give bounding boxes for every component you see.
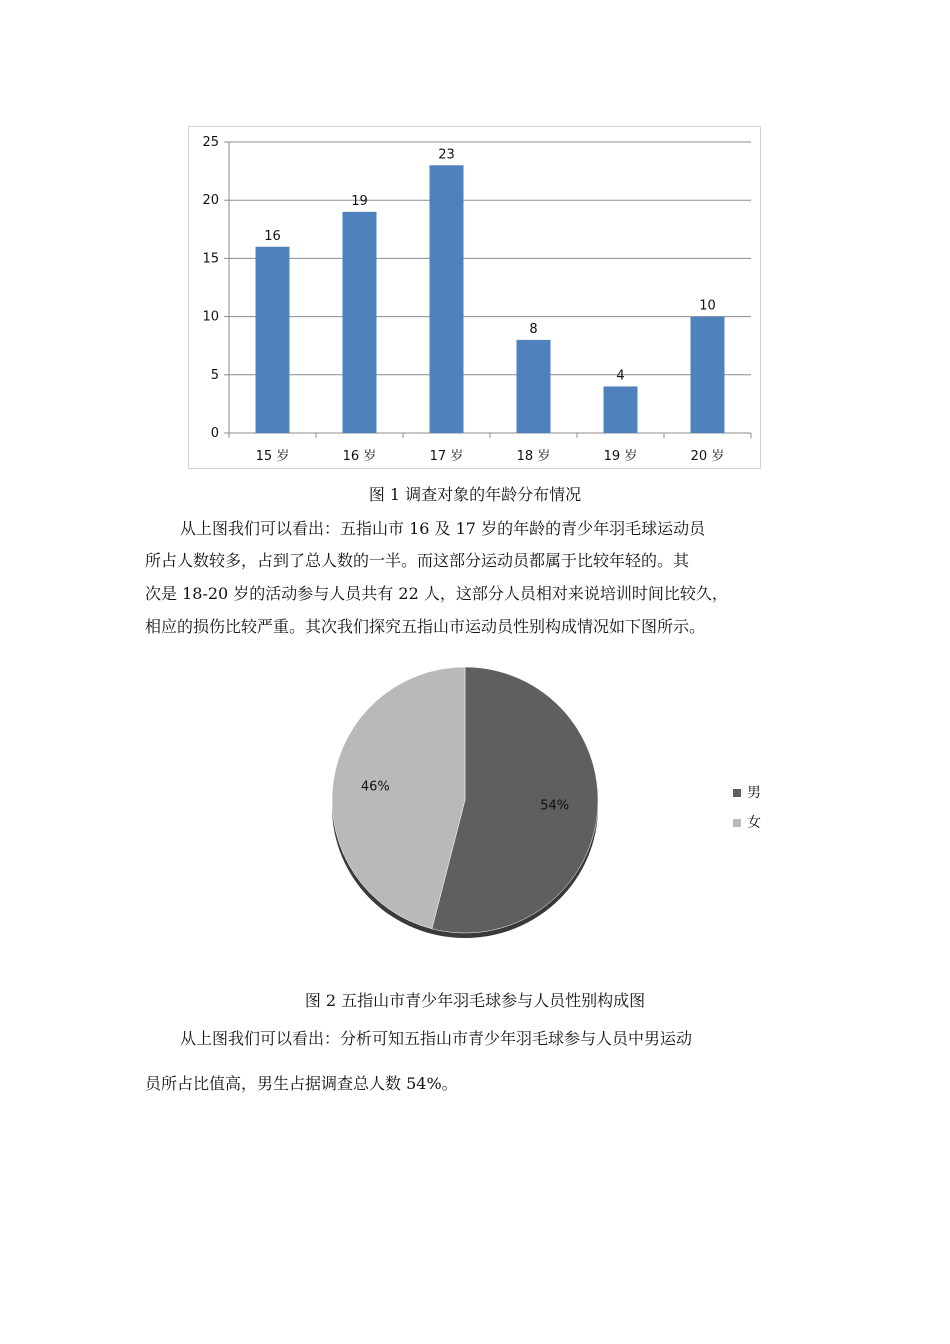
age-bar-chart <box>188 126 761 469</box>
paragraph1-line-4: 相应的损伤比较严重。其次我们探究五指山市运动员性别构成情况如下图所示。 <box>145 617 706 636</box>
legend-label-male: 男 <box>747 785 761 801</box>
y-tick-label: 10 <box>202 309 219 325</box>
paragraph2-line-2: 员所占比值高，男生占据调查总人数 54%。 <box>145 1074 458 1093</box>
data-label-4: 8 <box>529 321 538 337</box>
x-tick-label-1: 15 岁 <box>255 449 290 464</box>
bar-3 <box>430 165 464 433</box>
x-tick-label-5: 19 岁 <box>603 449 638 464</box>
paragraph1-line-2: 所占人数较多，占到了总人数的一半。而这部分运动员都属于比较年轻的。其 <box>145 551 690 570</box>
legend-item-female <box>733 812 761 832</box>
legend-swatch-male <box>733 789 741 797</box>
data-label-2: 19 <box>351 193 368 209</box>
pie-label-1: 54% <box>540 798 570 814</box>
bar-chart-canvas <box>189 127 762 470</box>
legend-label-female: 女 <box>747 815 761 831</box>
x-tick-label-6: 20 岁 <box>690 449 725 464</box>
bar-4 <box>517 340 551 433</box>
figure2-caption: 图 2 五指山市青少年羽毛球参与人员性别构成图 <box>304 991 646 1010</box>
y-tick-label: 5 <box>210 367 219 383</box>
figure1-caption: 图 1 调查对象的年龄分布情况 <box>368 485 582 504</box>
paragraph1-line-1: 从上图我们可以看出：五指山市 16 及 17 岁的年龄的青少年羽毛球运动员 <box>180 519 706 538</box>
y-tick-label: 15 <box>202 251 219 267</box>
paragraph2-line-1: 从上图我们可以看出：分析可知五指山市青少年羽毛球参与人员中男运动 <box>180 1029 693 1048</box>
bar-6 <box>691 317 725 433</box>
x-tick-label-4: 18 岁 <box>516 449 551 464</box>
data-label-3: 23 <box>438 147 455 163</box>
data-label-6: 10 <box>699 298 716 314</box>
paragraph1-line-3: 次是 18-20 岁的活动参与人员共有 22 人，这部分人员相对来说培训时间比较久， <box>145 584 728 603</box>
y-tick-label: 0 <box>210 426 219 441</box>
legend-item-male <box>733 782 761 802</box>
legend-swatch-female <box>733 819 741 827</box>
x-tick-label-2: 16 岁 <box>342 449 377 464</box>
bar-5 <box>604 386 638 433</box>
bar-1 <box>256 247 290 433</box>
data-label-1: 16 <box>264 228 281 244</box>
data-label-5: 4 <box>616 368 625 384</box>
y-tick-label: 25 <box>202 135 219 150</box>
y-tick-label: 20 <box>202 193 219 209</box>
pie-label-2: 46% <box>360 779 390 795</box>
bar-2 <box>343 212 377 433</box>
gender-pie-chart <box>300 660 630 950</box>
x-tick-label-3: 17 岁 <box>429 449 464 464</box>
